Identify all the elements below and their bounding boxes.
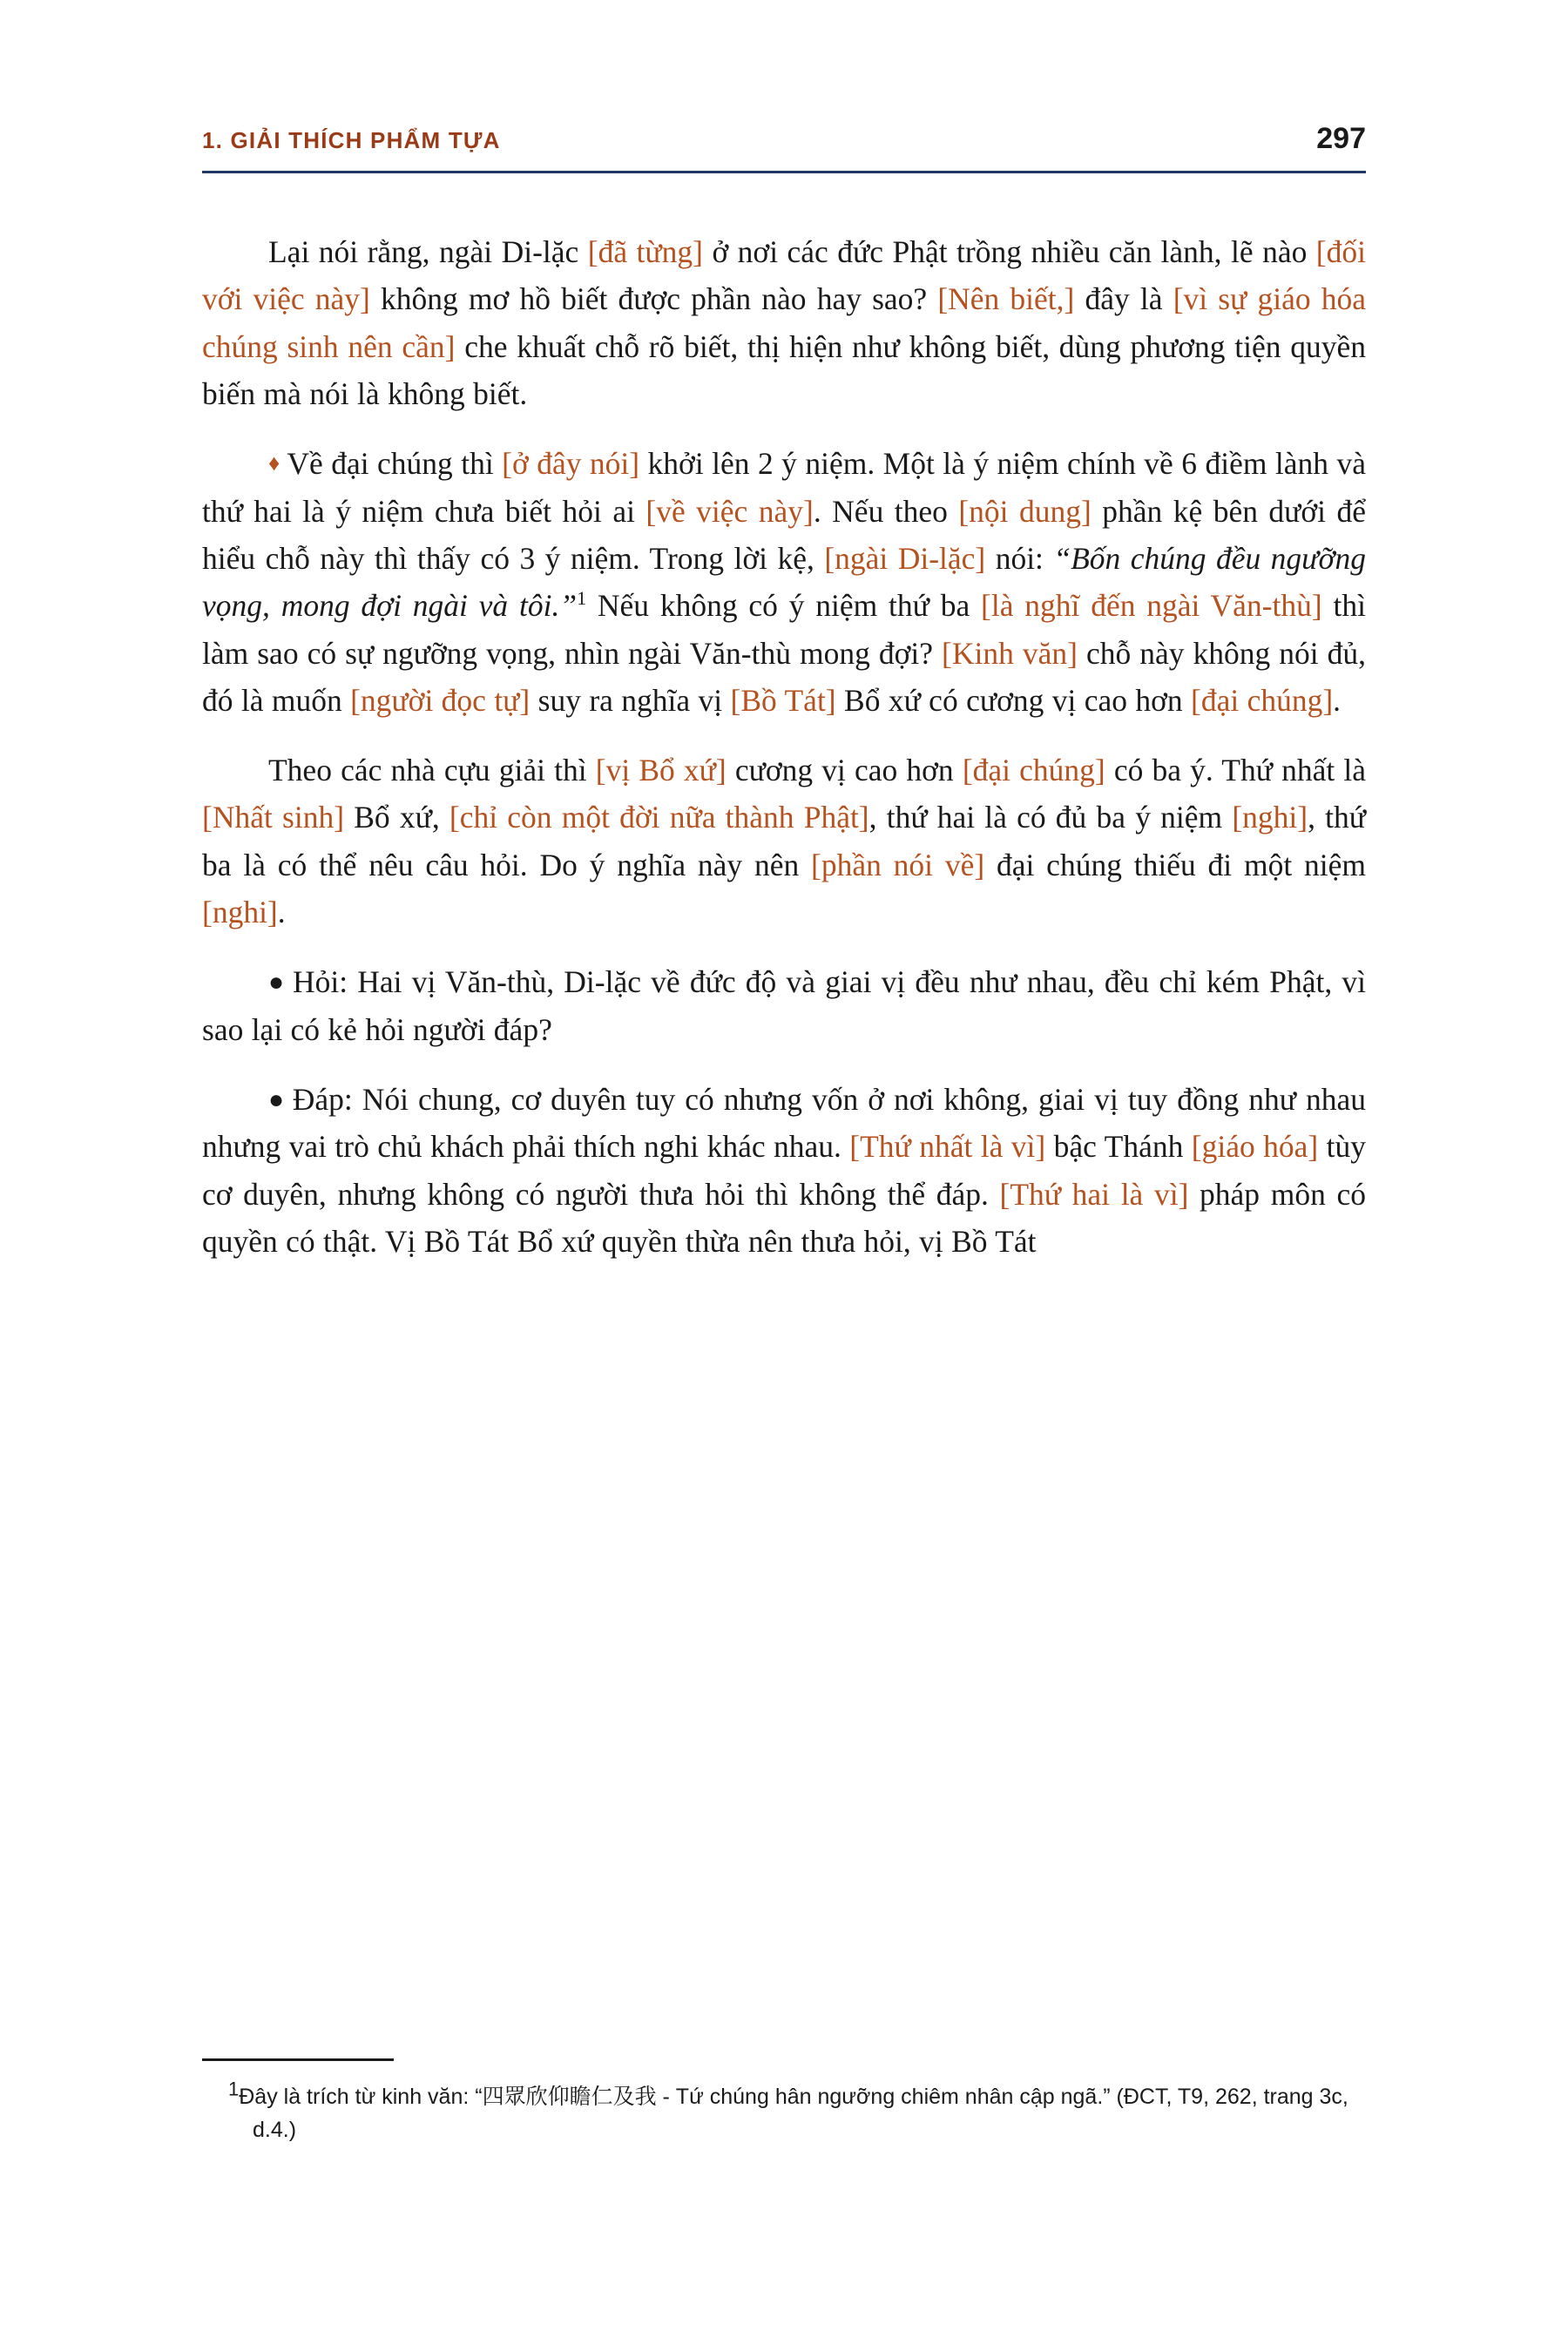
interpolation-text: [ngài Di-lặc] — [824, 540, 986, 576]
running-head-title: 1. GIẢI THÍCH PHẨM TỰA — [202, 127, 501, 153]
interpolation-text: [nội dung] — [958, 493, 1092, 529]
round-bullet-icon: ● — [268, 1085, 286, 1114]
body-text: suy ra nghĩa vị — [530, 682, 731, 718]
interpolation-text: [phần nói về] — [811, 847, 985, 882]
interpolation-text: [đã từng] — [587, 234, 703, 269]
body-text: Bổ xứ, — [344, 800, 449, 835]
paragraph-3 — [202, 747, 1366, 936]
body-text: che khuất chỗ rõ biết, thị hiện như không biết, dùng phương tiện quyền biến mà nói là không biết. — [202, 328, 1367, 411]
body-text: Hỏi: Hai vị Văn-thù, Di-lặc về đức độ và giai vị đều như nhau, đều chỉ kém Phật, vì sao lại có kẻ hỏi người đáp? — [202, 964, 1367, 1047]
interpolation-text: [Thứ nhất là vì] — [849, 1129, 1046, 1165]
body-text: , thứ hai là có đủ ba ý niệm — [868, 800, 1233, 835]
body-text: khởi lên 2 ý niệm. Một là ý niệm chính về 6 điềm lành và thứ hai là ý niệm chưa biết hỏi ai — [202, 446, 1366, 529]
interpolation-text: [vì sự giáo hóa chúng sinh nên cần] — [202, 281, 1366, 364]
round-bullet-icon: ● — [268, 968, 286, 997]
interpolation-text: [đại chúng] — [1191, 682, 1334, 718]
body-text: bậc Thánh — [1045, 1129, 1192, 1165]
body-text: . — [277, 895, 286, 930]
body-text: chỗ này không nói đủ, đó là muốn — [202, 635, 1366, 718]
footnote-divider — [202, 2058, 394, 2061]
body-text: . — [1333, 682, 1342, 718]
interpolation-text: [chỉ còn một đời nữa thành Phật] — [449, 800, 869, 835]
body-text: pháp môn có quyền có thật. Vị Bồ Tát Bổ xứ quyền thừa nên thưa hỏi, vị Bồ Tát — [202, 1176, 1366, 1259]
interpolation-text: [nghi] — [1232, 800, 1308, 835]
interpolation-text: [nghi] — [202, 895, 278, 930]
interpolation-text: [Thứ hai là vì] — [999, 1176, 1189, 1212]
footnote-marker: 1 — [228, 2078, 240, 2100]
interpolation-text: [Nên biết,] — [937, 281, 1075, 317]
diamond-bullet-icon: ♦ — [268, 450, 280, 476]
body-text: Lại nói rằng, ngài Di-lặc — [268, 234, 588, 269]
paragraph-5 — [202, 1076, 1366, 1265]
body-text: có ba ý. Thứ nhất là — [1105, 753, 1366, 788]
footnote-reference: 1 — [577, 587, 587, 610]
body-text: , thứ ba là có thể nêu câu hỏi. Do ý nghĩa này nên — [202, 800, 1366, 882]
body-text: đại chúng thiếu đi một niệm — [984, 847, 1366, 882]
body-text: nói: — [985, 540, 1054, 576]
footnote-content: Đây là trích từ kinh văn: “四眾欣仰瞻仁及我 - Tứ chúng hân ngưỡng chiêm nhân cập ngã.” (ĐCT, T9, 262, trang 3c, d.4.) — [239, 2085, 1348, 2142]
interpolation-text: [vị Bổ xứ] — [595, 753, 727, 788]
interpolation-text: [đại chúng] — [962, 753, 1105, 788]
interpolation-text: [về việc này] — [645, 493, 814, 529]
interpolation-text: [là nghĩ đến ngài Văn-thù] — [981, 588, 1322, 624]
body-text: cương vị cao hơn — [726, 753, 963, 788]
footnote-block — [202, 2058, 1366, 2146]
body-text: không mơ hồ biết được phần nào hay sao? — [369, 281, 938, 317]
body-text: Về đại chúng thì — [287, 446, 503, 482]
body-content — [202, 228, 1366, 1288]
paragraph-4 — [202, 958, 1366, 1053]
quoted-verse: “Bốn chúng đều ngưỡng vọng, mong đợi ngài và tôi.” — [202, 540, 1366, 624]
body-text: thì làm sao có sự ngưỡng vọng, nhìn ngài Văn-thù mong đợi? — [202, 588, 1366, 671]
body-text: đây là — [1074, 281, 1173, 317]
paragraph-2 — [202, 440, 1366, 724]
header-divider — [202, 171, 1366, 173]
running-head — [202, 122, 1366, 156]
body-text: tùy cơ duyên, nhưng không có người thưa hỏi thì không thể đáp. — [202, 1129, 1366, 1212]
body-text: Đáp: Nói chung, cơ duyên tuy có nhưng vốn ở nơi không, giai vị tuy đồng như nhau nhưng vai trò chủ khách phải thích nghi khác nhau. — [202, 1082, 1366, 1165]
body-text: Nếu không có ý niệm thứ ba — [586, 588, 982, 624]
paragraph-1 — [202, 228, 1366, 417]
interpolation-text: [Nhất sinh] — [202, 800, 345, 835]
interpolation-text: [Bồ Tát] — [730, 682, 836, 718]
interpolation-text: [đối với việc này] — [202, 234, 1366, 317]
body-text: ở nơi các đức Phật trồng nhiều căn lành, lẽ nào — [702, 234, 1316, 269]
body-text: . Nếu theo — [813, 493, 959, 529]
interpolation-text: [giáo hóa] — [1191, 1129, 1319, 1165]
body-text: phần kệ bên dưới để hiểu chỗ này thì thấy có 3 ý niệm. Trong lời kệ, — [202, 493, 1367, 576]
footnote-text — [202, 2080, 1366, 2146]
interpolation-text: [Kinh văn] — [942, 635, 1078, 671]
page-number: 297 — [1316, 122, 1366, 155]
body-text: Theo các nhà cựu giải thì — [268, 753, 596, 788]
interpolation-text: [ở đây nói] — [502, 446, 640, 482]
interpolation-text: [người đọc tự] — [350, 682, 531, 718]
body-text: Bổ xứ có cương vị cao hơn — [835, 682, 1191, 718]
